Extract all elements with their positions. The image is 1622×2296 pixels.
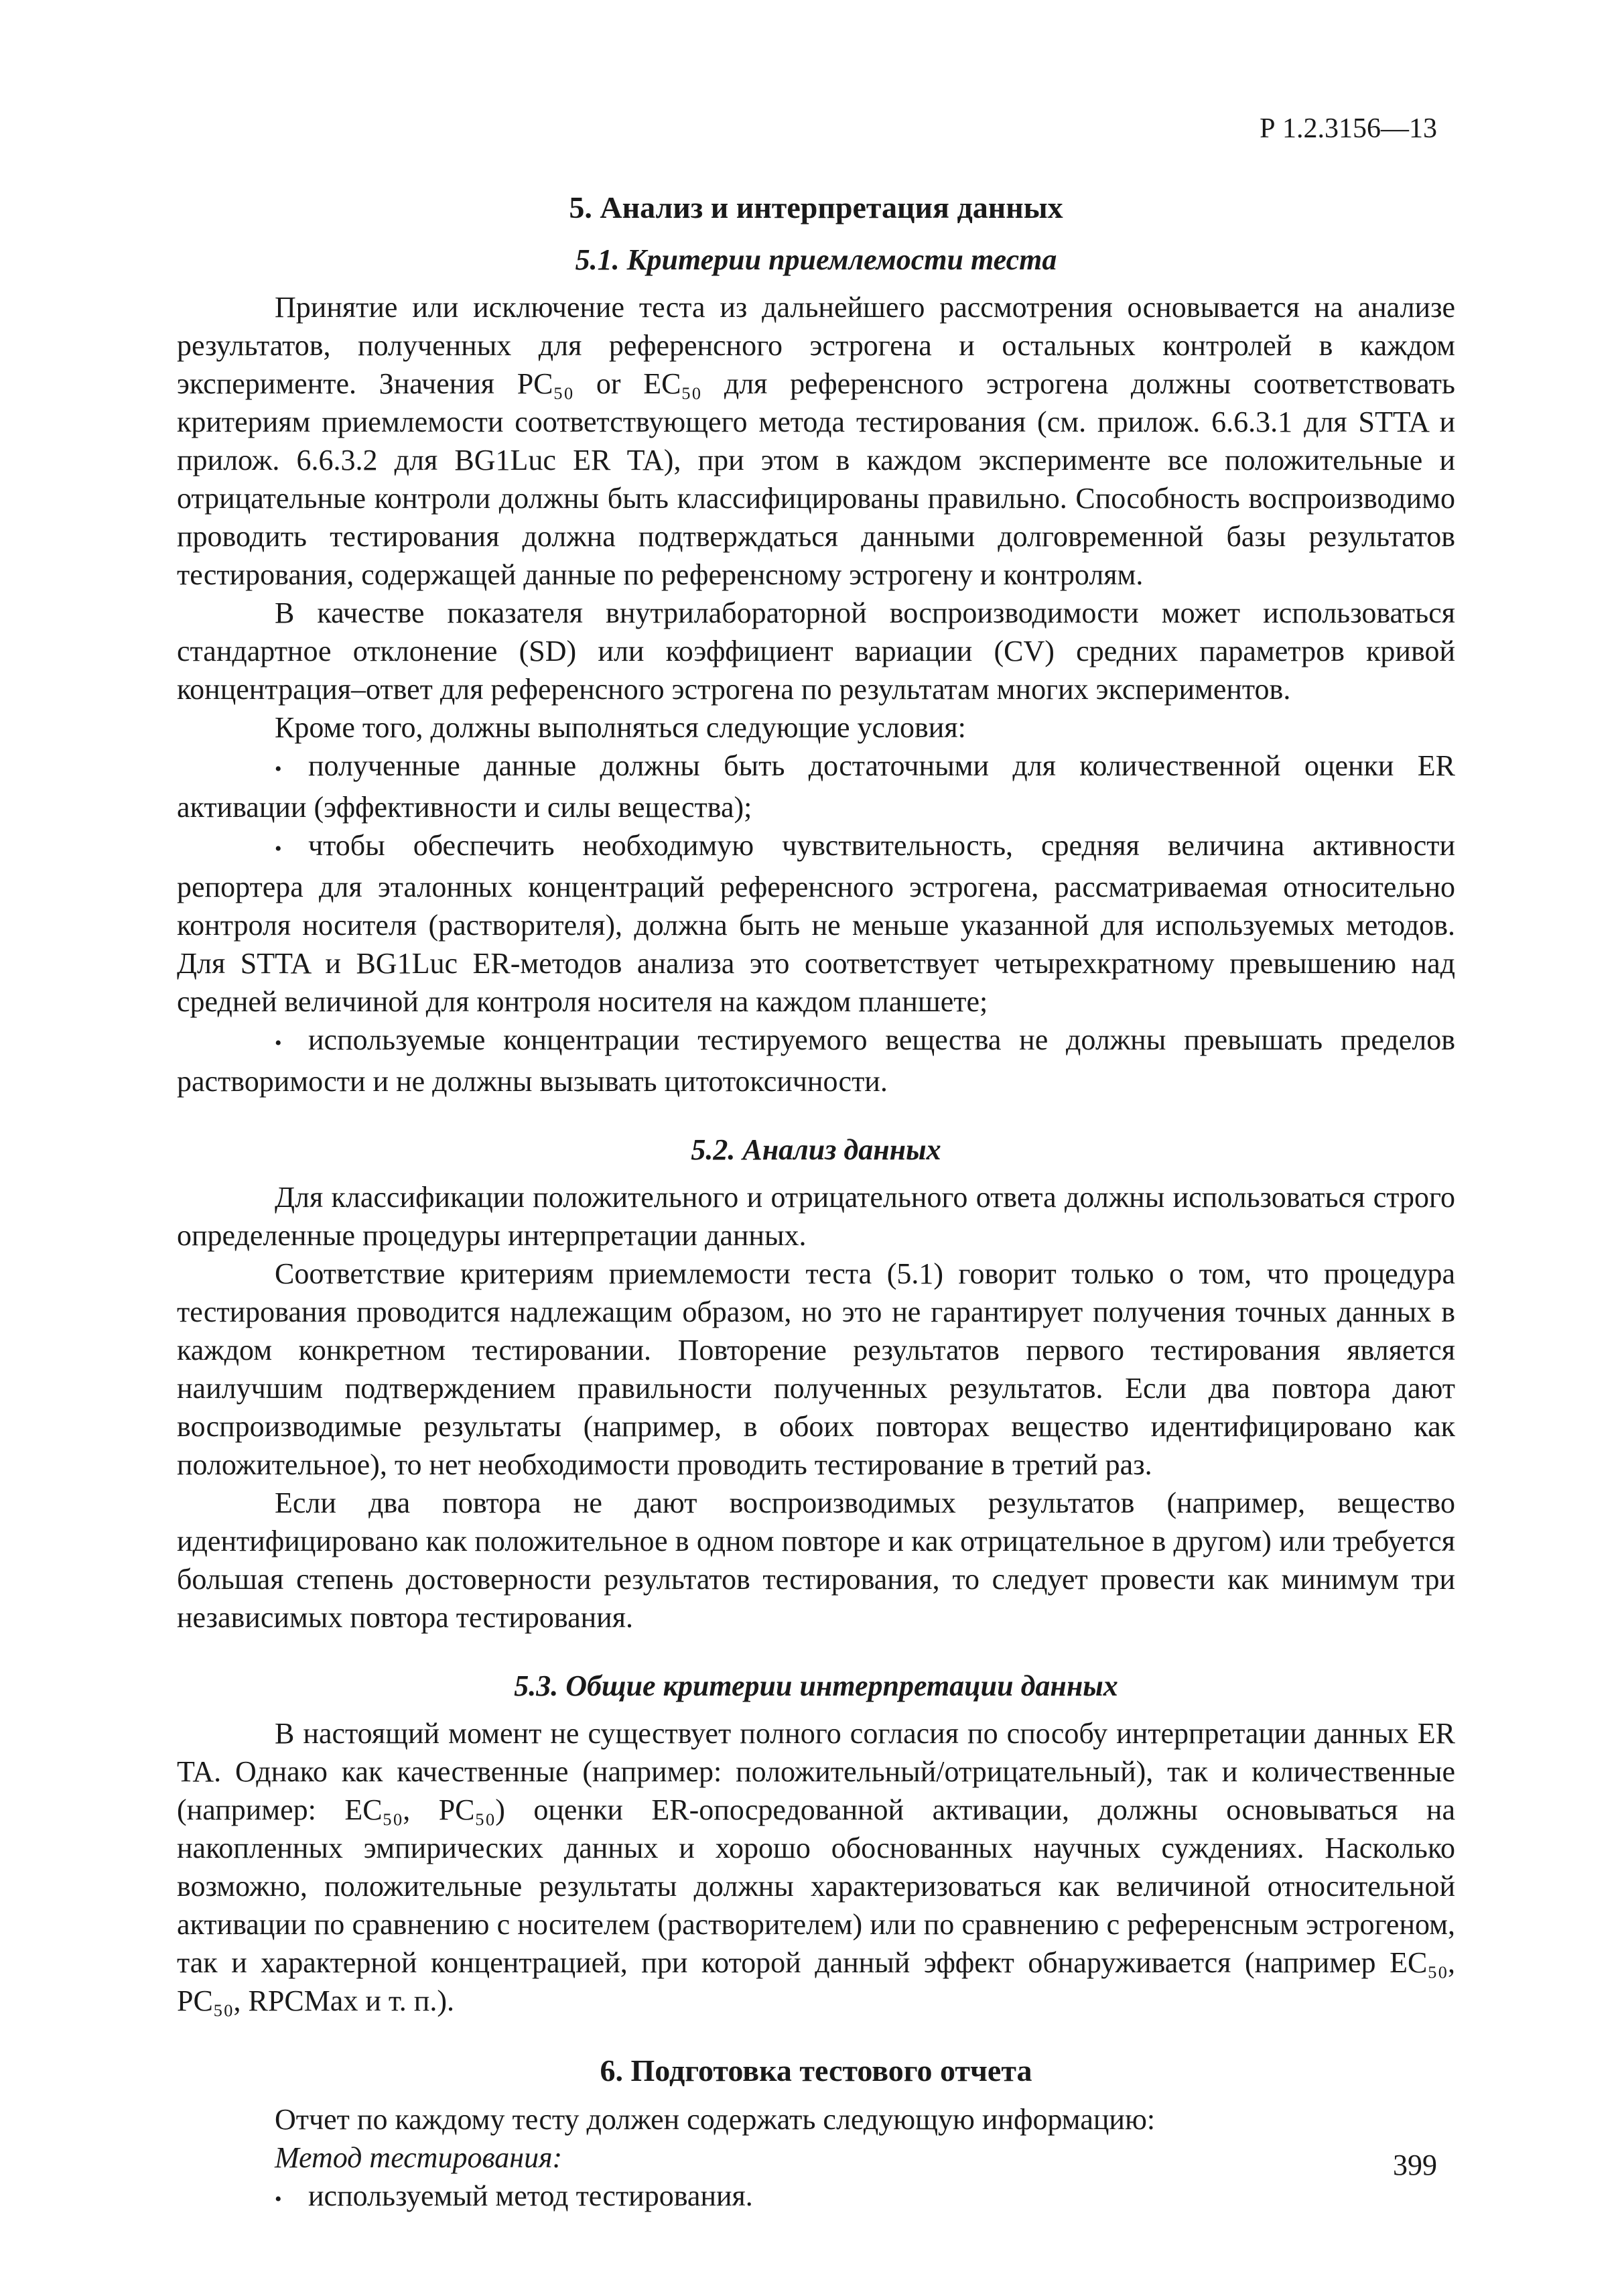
bullet-text-1: полученные данные должны быть достаточными для количественной оценки ER активации (эффективности и силы вещества); [177,749,1455,824]
bullet-icon: • [275,758,282,780]
paragraph-5-2-1: Для классификации положительного и отрицательного ответа должны использоваться строго определенные процедуры интерпретации данных. [177,1181,1455,1252]
bullet-item-3 [177,1021,1455,1100]
document-body [177,188,1455,2218]
bullet-text-2: чтобы обеспечить необходимую чувствительность, средняя величина активности репортера для эталонных концентраций референсного эстрогена, рассматриваемая относительно контроля носителя (растворителя), должна быть не меньше указанной для используемых методов. Для STTA и BG1Luc ER-методов анализа это соответствует четырехкратному превышению над средней величиной для контроля носителя на каждом планшете; [177,829,1455,1018]
bullet-text-6-1: используемый метод тестирования. [308,2179,753,2212]
section-6-title: 6. Подготовка тестового отчета [600,2053,1032,2088]
subsection-5-3-title: 5.3. Общие критерии интерпретации данных [514,1669,1118,1702]
bullet-item-1 [177,747,1455,826]
subsection-5-1-title: 5.1. Критерии приемлемости теста [575,243,1057,276]
paragraph-6-1: Отчет по каждому тесту должен содержать следующую информацию: [275,2103,1156,2136]
paragraph-5-1-1: Принятие или исключение теста из дальнейшего рассмотрения основывается на анализе результатов, полученных для референсного эстрогена и остальных контролей в каждом эксперименте. Значения PC₅₀ or EC₅₀ для референсного эстрогена должны соответствовать критериям приемлемости соответствующего метода тестирования (см. прилож. 6.6.3.1 для STTA и прилож. 6.6.3.2 для BG1Luc ER TA), при этом в каждом эксперименте все положительные и отрицательные контроли должны быть классифицированы правильно. Способность воспроизводимо проводить тестирования должна подтверждаться данными долговременной базы результатов тестирования, содержащей данные по референсному эстрогену и контролям. [177,291,1455,591]
bullet-icon: • [275,2188,282,2210]
bullet-item-6-1 [177,2177,1455,2218]
paragraph-6-2: Метод тестирования: [275,2141,563,2174]
paragraph-5-1-2: В качестве показателя внутрилабораторной воспроизводимости может использоваться стандартное отклонение (SD) или коэффициент вариации (CV) средних параметров кривой концентрация–ответ для референсного эстрогена по результатам многих экспериментов. [177,596,1455,706]
paragraph-5-1-3: Кроме того, должны выполняться следующие условия: [275,711,966,744]
bullet-item-2 [177,826,1455,1021]
bullet-icon: • [275,838,282,860]
paragraph-5-2-2: Соответствие критериям приемлемости теста (5.1) говорит только о том, что процедура тестирования проводится надлежащим образом, но это не гарантирует получения точных данных в каждом конкретном тестировании. Повторение результатов первого тестирования является наилучшим подтверждением правильности полученных результатов. Если два повтора дают воспроизводимые результаты (например, в обоих повторах вещество идентифицировано как положительное), то нет необходимости проводить тестирование в третий раз. [177,1257,1455,1481]
page-number: 399 [1393,2149,1437,2181]
bullet-text-3: используемые концентрации тестируемого вещества не должны превышать пределов растворимости и не должны вызывать цитотоксичности. [177,1023,1455,1098]
paragraph-5-3-1: В настоящий момент не существует полного согласия по способу интерпретации данных ER TA. Однако как качественные (например: положительный/отрицательный), так и количественные (например: EC₅₀, PC₅₀) оценки ER-опосредованной активации, должны основываться на накопленных эмпирических данных и хорошо обоснованных научных суждениях. Насколько возможно, положительные результаты должны характеризоваться как величиной относительной активации по сравнению с носителем (растворителем) или по сравнению с референсным эстрогеном, так и характерной концентрацией, при которой данный эффект обнаруживается (например EC₅₀, PC₅₀, RPCMax и т. п.). [177,1717,1455,2017]
document-code: Р 1.2.3156—13 [1260,113,1437,144]
subsection-5-2-title: 5.2. Анализ данных [691,1133,941,1166]
bullet-icon: • [275,1032,282,1054]
section-5-title: 5. Анализ и интерпретация данных [569,190,1063,225]
paragraph-5-2-3: Если два повтора не дают воспроизводимых результатов (например, вещество идентифицировано как положительное в одном повторе и как отрицательное в другом) или требуется большая степень достоверности результатов тестирования, то следует провести как минимум три независимых повтора тестирования. [177,1486,1455,1634]
